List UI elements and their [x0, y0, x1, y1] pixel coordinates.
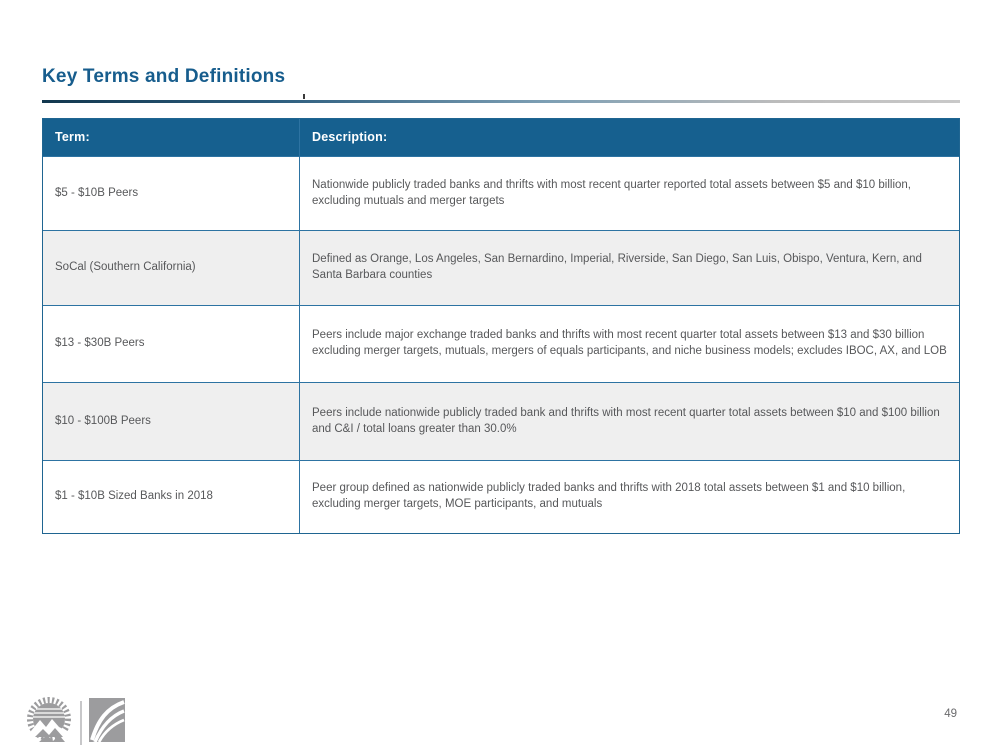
key-terms-table — [42, 118, 960, 534]
curved-swoosh-square-icon — [89, 698, 125, 747]
term-cell: $1 - $10B Sized Banks in 2018 — [43, 461, 300, 533]
description-header: Description: — [312, 130, 388, 145]
term-cell: $13 - $30B Peers — [43, 306, 300, 382]
description-cell: Defined as Orange, Los Angeles, San Bernardino, Imperial, Riverside, San Diego, San Luis, Obispo, Ventura, Kern, and Santa Barbara counties — [312, 253, 922, 281]
table-row — [43, 460, 959, 533]
term-cell: $10 - $100B Peers — [43, 383, 300, 460]
sun-mountains-seal-icon — [25, 697, 73, 748]
description-cell: Nationwide publicly traded banks and thrifts with most recent quarter reported total assets between $5 and $10 billion, excluding mutuals and merger targets — [312, 178, 911, 207]
title-divider — [42, 100, 960, 103]
term-cell: $5 - $10B Peers — [43, 157, 300, 230]
logo-divider — [80, 701, 82, 745]
description-cell: Peers include nationwide publicly traded bank and thrifts with most recent quarter total assets between $10 and $100 billion and C&I / total loans greater than 30.0% — [312, 406, 940, 435]
term-cell: SoCal (Southern California) — [43, 231, 300, 305]
table-row — [43, 382, 959, 460]
stray-mark — [303, 94, 305, 99]
table-row — [43, 156, 959, 230]
company-logo — [25, 697, 125, 748]
table-row — [43, 305, 959, 382]
description-cell: Peers include major exchange traded banks and thrifts with most recent quarter total assets between $13 and $30 billion excluding merger targets, mutuals, mergers of equals participants, and niche business models; excludes IBOC, AX, and LOB — [312, 329, 947, 357]
table-row — [43, 230, 959, 305]
term-header: Term: — [43, 119, 300, 156]
page-title: Key Terms and Definitions — [42, 66, 286, 87]
table-header-row — [43, 119, 959, 156]
description-cell: Peer group defined as nationwide publicly traded banks and thrifts with 2018 total assets between $1 and $10 billion, excluding merger targets, MOE participants, and mutuals — [312, 482, 906, 510]
page-number: 49 — [944, 708, 957, 720]
